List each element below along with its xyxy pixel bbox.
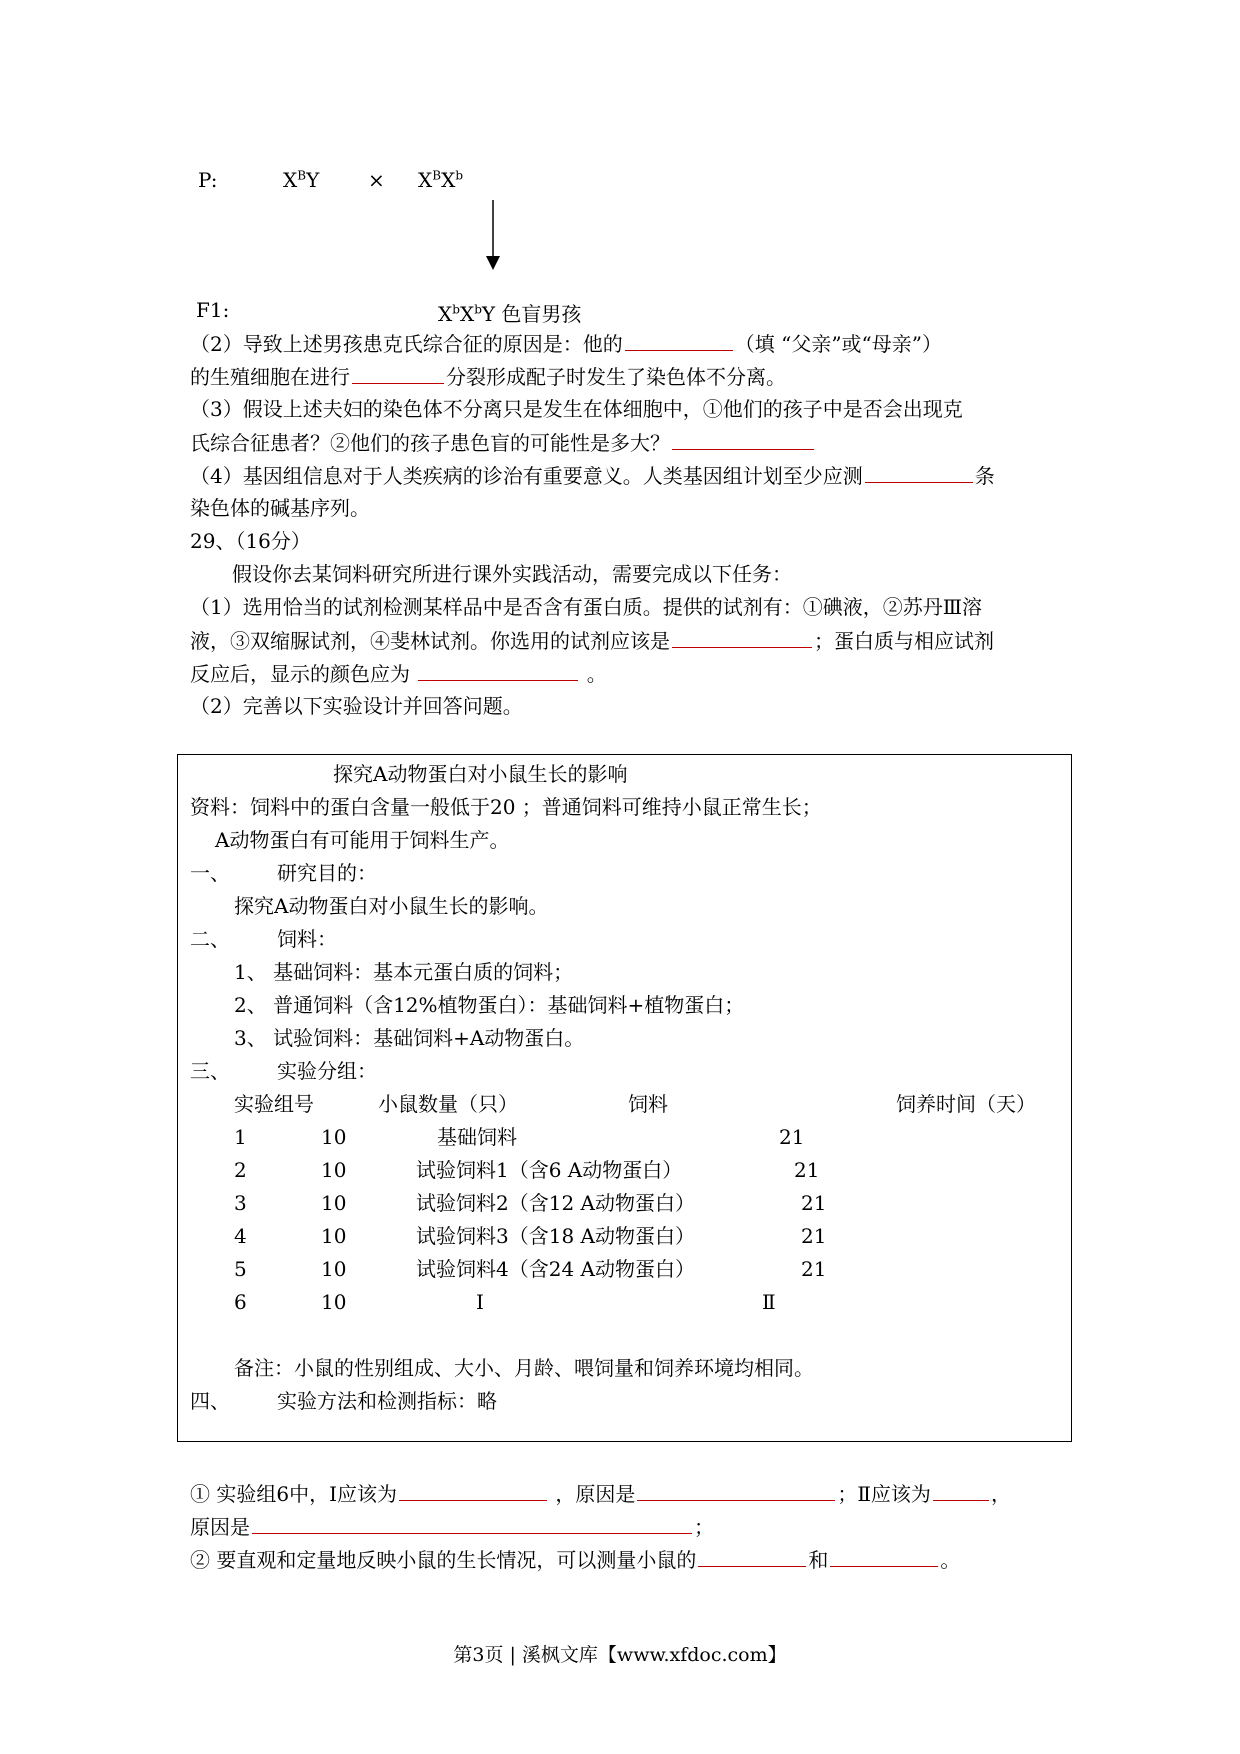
table-header-days: 饲养时间（天） [896, 1092, 1036, 1116]
father-genotype: $X^BY$ [283, 168, 320, 192]
colorblind-probability-blank[interactable] [672, 429, 814, 450]
q28-4-line1: （4）基因组信息对于人类疾病的诊治有重要意义。人类基因组计划至少应测 条 [190, 464, 995, 488]
table-row-4-days: 21 [801, 1224, 827, 1248]
section1-number: 一、 [190, 861, 230, 885]
chromosome-count-blank[interactable] [865, 462, 973, 483]
table-row-6-days-unknown: Ⅱ [762, 1290, 776, 1314]
section3-number: 三、 [190, 1059, 230, 1083]
table-row-3-feed: 试验饲料2（含12 A动物蛋白） [416, 1191, 695, 1215]
q29-1-line2: 液，③双缩脲试剂，④斐林试剂。你选用的试剂应该是 ；蛋白质与相应试剂 [190, 629, 994, 653]
color-blank[interactable] [418, 660, 578, 681]
table-row-1-feed: 基础饲料 [437, 1125, 517, 1149]
note: 备注：小鼠的性别组成、大小、月龄、喂饲量和饲养环境均相同。 [234, 1356, 814, 1380]
answer-1-line2: 原因是 ； [190, 1515, 714, 1539]
section2-title: 饲料： [277, 927, 337, 951]
table-row-5-days: 21 [801, 1257, 827, 1281]
division-blank[interactable] [352, 363, 444, 384]
table-header-count: 小鼠数量（只） [378, 1092, 518, 1116]
section4-number: 四、 [190, 1389, 230, 1413]
section1-title: 研究目的： [277, 861, 377, 885]
q28-2-line2: 的生殖细胞在进行 分裂形成配子时发生了染色体不分离。 [190, 365, 786, 389]
q29-2: （2）完善以下实验设计并回答问题。 [190, 694, 523, 718]
section3-title: 实验分组： [277, 1059, 377, 1083]
answer-1-line1: ① 实验组6中，Ⅰ应该为 ，原因是 ；Ⅱ应该为 ， [190, 1482, 1011, 1506]
table-row-4-feed: 试验饲料3（含18 A动物蛋白） [416, 1224, 695, 1248]
table-row-6-feed-unknown: Ⅰ [476, 1290, 484, 1314]
table-header-feed: 饲料 [628, 1092, 668, 1116]
table-row-6-count: 10 [321, 1290, 347, 1314]
table-row-4-group: 4 [234, 1224, 247, 1248]
feed-item-1: 1、 基础饲料：基本元蛋白质的饲料； [234, 960, 574, 984]
feed-item-2: 2、 普通饲料（含12%植物蛋白）：基础饲料+植物蛋白； [234, 993, 745, 1017]
page-footer: 第3页 | 溪枫文库【www.xfdoc.com】 [453, 1644, 787, 1666]
table-header-group: 实验组号 [234, 1092, 314, 1116]
table-row-2-feed: 试验饲料1（含6 A动物蛋白） [416, 1158, 683, 1182]
q29-intro: 假设你去某饲料研究所进行课外实践活动，需要完成以下任务： [232, 562, 792, 586]
q29-1-line1: （1）选用恰当的试剂检测某样品中是否含有蛋白质。提供的试剂有：①碘液，②苏丹Ⅲ溶 [190, 595, 983, 619]
answer-2: ② 要直观和定量地反映小鼠的生长情况，可以测量小鼠的 和 。 [190, 1548, 961, 1572]
reagent-blank[interactable] [672, 627, 812, 648]
table-row-2-count: 10 [321, 1158, 347, 1182]
table-row-1-days: 21 [779, 1125, 805, 1149]
table-row-3-days: 21 [801, 1191, 827, 1215]
table-row-4-count: 10 [321, 1224, 347, 1248]
section1-body: 探究A动物蛋白对小鼠生长的影响。 [234, 894, 549, 918]
section4-title: 实验方法和检测指标：略 [277, 1389, 497, 1413]
table-row-5-feed: 试验饲料4（含24 A动物蛋白） [416, 1257, 695, 1281]
table-row-1-count: 10 [321, 1125, 347, 1149]
mother-genotype: $X^BX^b$ [418, 168, 464, 192]
table-row-2-group: 2 [234, 1158, 247, 1182]
feed-item-3: 3、 试验饲料：基础饲料+A动物蛋白。 [234, 1026, 585, 1050]
group6-reason-blank[interactable] [637, 1480, 835, 1501]
offspring-genotype: $X^bX^bY$ 色盲男孩 [438, 302, 582, 326]
experiment-title: 探究A动物蛋白对小鼠生长的影响 [333, 762, 628, 786]
table-row-1-group: 1 [234, 1125, 247, 1149]
section2-number: 二、 [190, 927, 230, 951]
measure-blank-1[interactable] [698, 1546, 806, 1567]
q28-3-line1: （3）假设上述夫妇的染色体不分离只是发生在体细胞中，①他们的孩子中是否会出现克 [190, 397, 963, 421]
experiment-box [177, 754, 1072, 1442]
cross-arrow [484, 200, 502, 272]
f1-label: F1: [196, 298, 230, 322]
table-row-3-count: 10 [321, 1191, 347, 1215]
group6-days-blank[interactable] [933, 1480, 989, 1501]
parent-blank[interactable] [625, 330, 733, 351]
cross-symbol: × [368, 168, 385, 192]
measure-blank-2[interactable] [830, 1546, 938, 1567]
table-row-2-days: 21 [794, 1158, 820, 1182]
info-line1: 资料：饲料中的蛋白含量一般低于20 ；普通饲料可维持小鼠正常生长； [190, 795, 822, 819]
q28-4-line2: 染色体的碱基序列。 [190, 496, 370, 520]
table-row-5-group: 5 [234, 1257, 247, 1281]
q28-2-line1: （2）导致上述男孩患克氏综合征的原因是：他的 （填 “父亲”或“母亲”） [190, 332, 942, 356]
q29-header: 29、（16分） [190, 529, 311, 553]
table-row-5-count: 10 [321, 1257, 347, 1281]
p-label: P: [198, 168, 218, 192]
group6-feed-blank[interactable] [399, 1480, 547, 1501]
info-line2: A动物蛋白有可能用于饲料生产。 [215, 828, 510, 852]
q28-3-line2: 氏综合征患者？②他们的孩子患色盲的可能性是多大？ [190, 429, 816, 456]
q29-1-line3: 反应后，显示的颜色应为 。 [190, 662, 607, 686]
table-row-6-group: 6 [234, 1290, 247, 1314]
table-row-3-group: 3 [234, 1191, 247, 1215]
days-reason-blank[interactable] [252, 1513, 692, 1534]
